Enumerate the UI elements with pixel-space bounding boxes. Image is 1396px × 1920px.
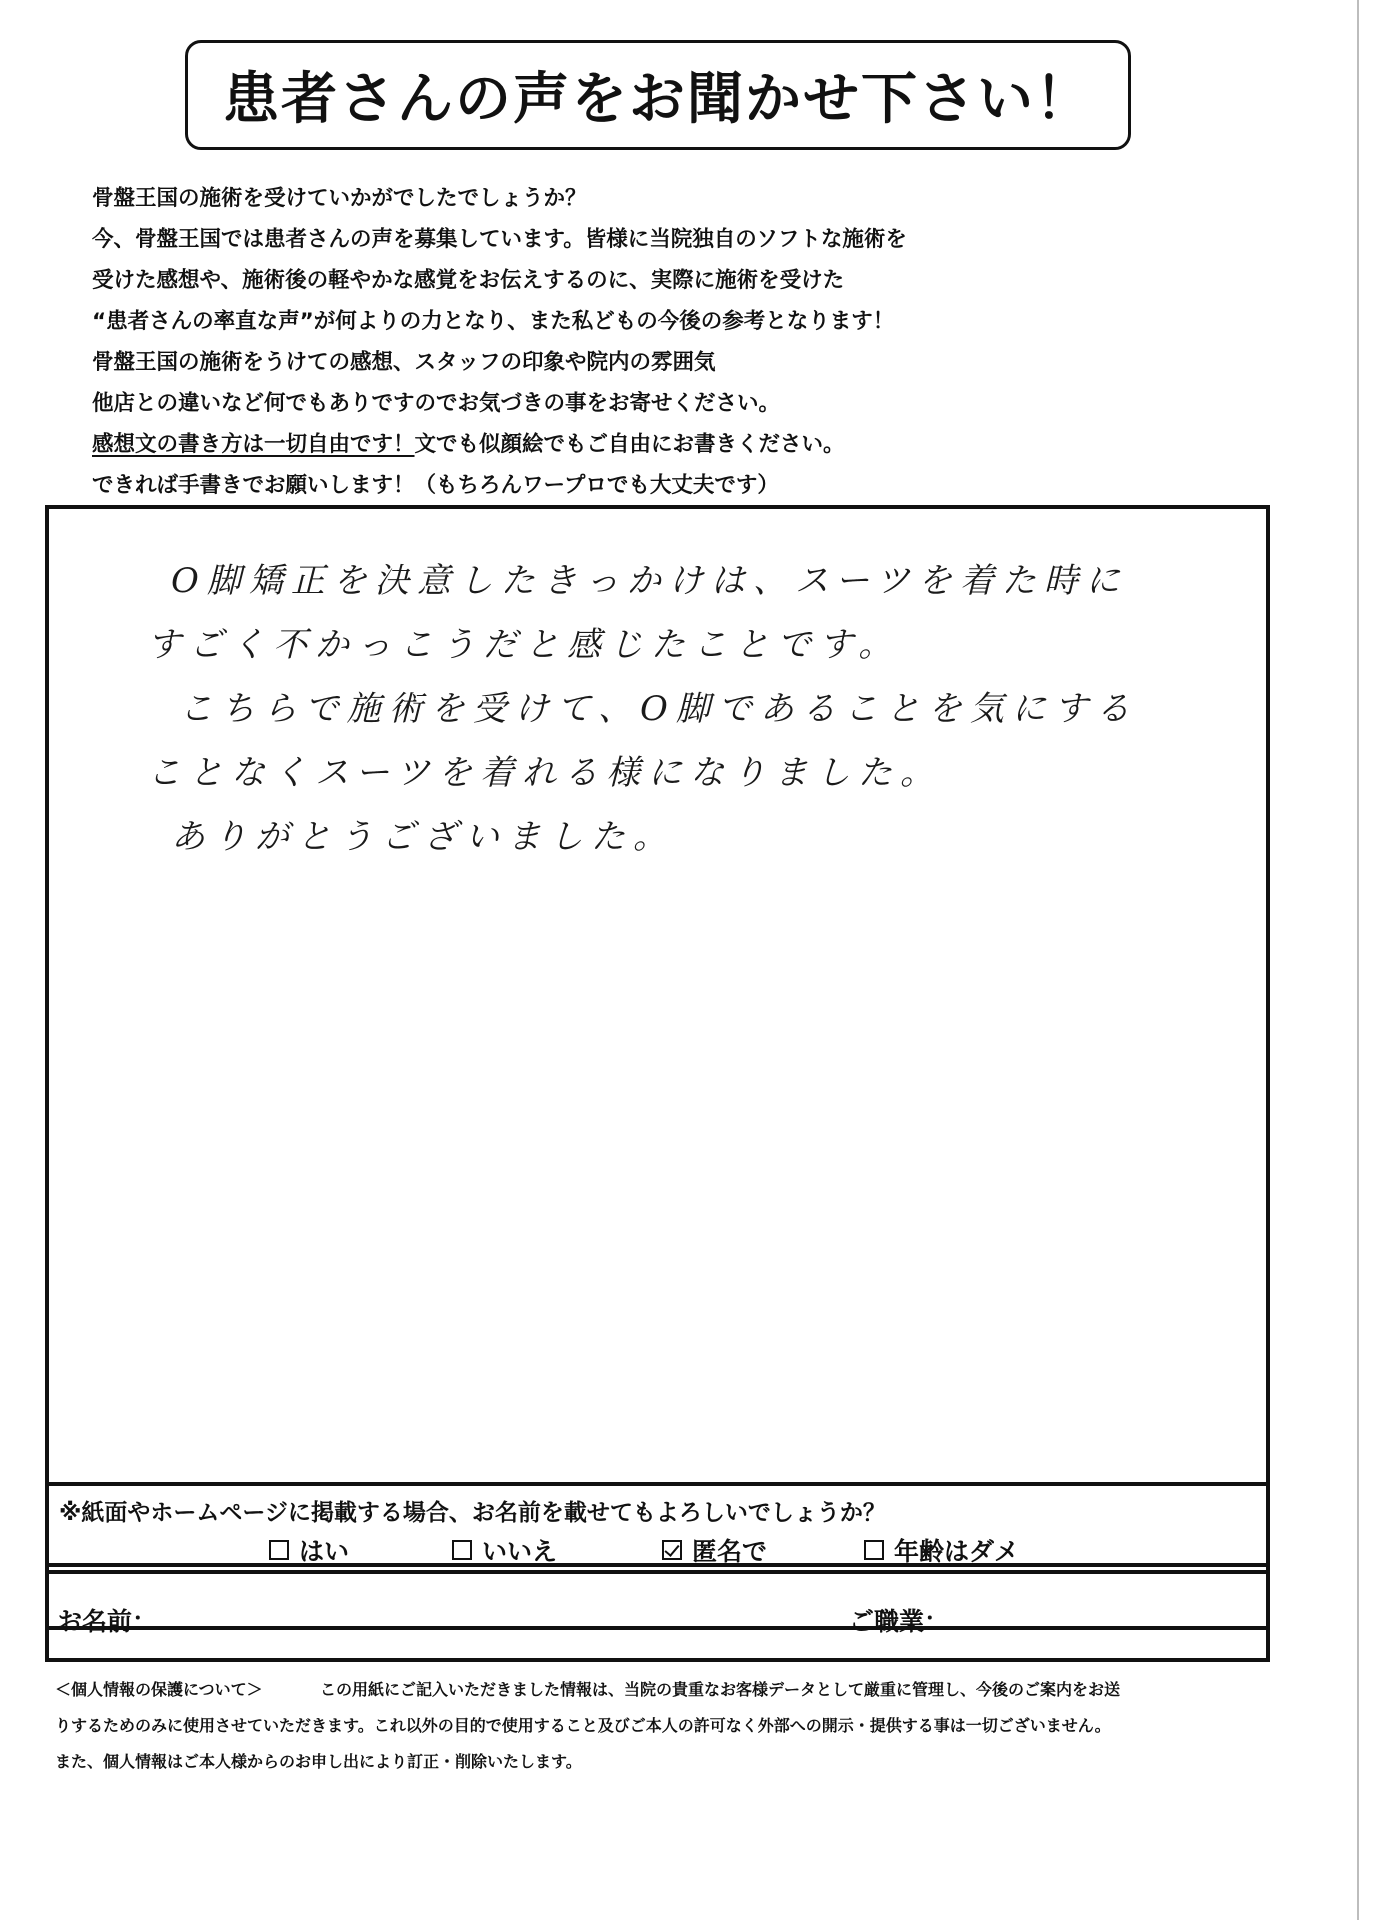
- comment-line: ありがとうございました。: [171, 817, 675, 857]
- handwritten-comment: [99, 549, 1229, 869]
- option-label: 匿名で: [692, 1537, 768, 1566]
- privacy-heading: ＜個人情報の保護について＞: [55, 1680, 263, 1699]
- option-yes[interactable]: [269, 1532, 349, 1568]
- checkbox-anonymous-checked[interactable]: [662, 1540, 682, 1560]
- consent-section: [45, 1482, 1270, 1567]
- comment-line: O脚矯正を決意したきっかけは、スーツを着た時に: [171, 561, 1128, 601]
- option-no-age[interactable]: [864, 1532, 1019, 1568]
- option-label: 年齢はダメ: [894, 1537, 1020, 1566]
- comment-box: [45, 505, 1270, 1630]
- intro-line: 今、骨盤王国では患者さんの声を募集しています。皆様に当院独自のソフトな施術を: [92, 227, 907, 252]
- intro-line: 受けた感想や、施術後の軽やかな感覚をお伝えするのに、実際に施術を受けた: [92, 268, 845, 293]
- privacy-line: りするためのみに使用させていただきます。これ以外の目的で使用すること及びご本人の許可なく外部への開示・提供する事は一切ございません。: [55, 1716, 1111, 1735]
- name-section: [45, 1570, 1270, 1662]
- intro-line: 他店との違いなど何でもありですのでお気づきの事をお寄せください。: [92, 391, 781, 416]
- title-box: [185, 40, 1131, 150]
- consent-options: [49, 1532, 1266, 1566]
- privacy-line: [55, 1672, 1270, 1708]
- consent-question: ※紙面やホームページに掲載する場合、お名前を載せてもよろしいでしょうか？: [59, 1500, 886, 1526]
- comment-line: こちらで施術を受けて、O脚であることを気にする: [179, 689, 1138, 729]
- checkbox-yes[interactable]: [269, 1540, 289, 1560]
- comment-line: ことなくスーツを着れる様になりました。: [147, 753, 942, 793]
- page-edge-line: [1357, 0, 1359, 1920]
- underlined-note: 感想文の書き方は一切自由です！: [92, 432, 415, 457]
- privacy-text: この用紙にご記入いただきました情報は、当院の貴重なお客様データとして厳重に管理し、今後のご案内をお送: [320, 1680, 1121, 1699]
- intro-text: [92, 178, 1252, 506]
- page-title: 患者さんの声をお聞かせ下さい！: [223, 67, 1093, 132]
- option-no[interactable]: [452, 1532, 557, 1568]
- privacy-notice: [55, 1672, 1270, 1780]
- intro-line: “患者さんの率直な声”が何よりの力となり、また私どもの今後の参考となります！: [92, 309, 895, 334]
- freeform-note: 文でも似顔絵でもご自由にお書きください。: [414, 432, 845, 457]
- option-label: はい: [299, 1537, 350, 1566]
- occupation-field-label: ご職業：: [849, 1607, 950, 1636]
- intro-line: 骨盤王国の施術を受けていかがでしたでしょうか？: [92, 186, 587, 211]
- comment-line: すごく不かっこうだと感じたことです。: [147, 625, 901, 665]
- privacy-line: また、個人情報はご本人様からのお申し出により訂正・削除いたします。: [55, 1752, 582, 1771]
- checkbox-no-age[interactable]: [864, 1540, 884, 1560]
- name-field-label: お名前：: [57, 1607, 158, 1636]
- option-label: いいえ: [482, 1537, 558, 1566]
- intro-line-freeform: [92, 424, 1252, 465]
- intro-line-handwritten-request: できれば手書きでお願いします！（もちろんワープロでも大丈夫です）: [92, 473, 779, 498]
- checkbox-no[interactable]: [452, 1540, 472, 1560]
- intro-line: 骨盤王国の施術をうけての感想、スタッフの印象や院内の雰囲気: [92, 350, 716, 375]
- option-anonymous[interactable]: [662, 1532, 767, 1568]
